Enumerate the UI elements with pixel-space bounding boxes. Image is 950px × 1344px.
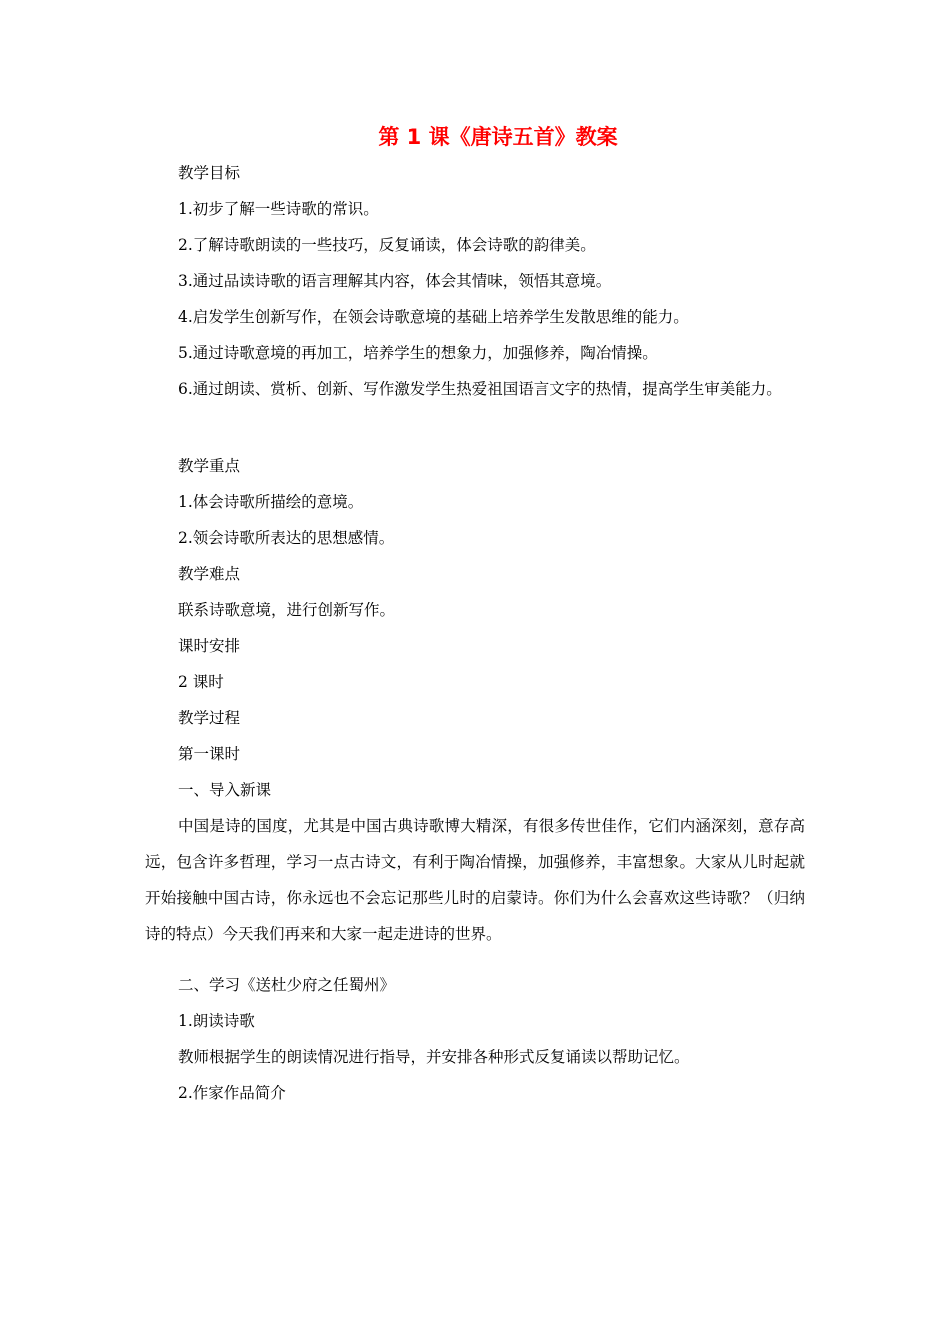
intro-paragraph: 中国是诗的国度，尤其是中国古典诗歌博大精深，有很多传世佳作，它们内涵深刻，意存高远，包含许多哲理，学习一点古诗文，有利于陶冶情操，加强修养，丰富想象。大家从儿时起就开始接触中国古诗，你永远也不会忘记那些儿时的启蒙诗。你们为什么会喜欢这些诗歌？（归纳诗的特点）今天我们再来和大家一起走进诗的世界。 bbox=[145, 817, 805, 943]
step-1: 1.朗读诗歌 bbox=[178, 1012, 255, 1030]
objective-5: 5.通过诗歌意境的再加工，培养学生的想象力，加强修养，陶冶情操。 bbox=[178, 344, 658, 362]
objective-2: 2.了解诗歌朗读的一些技巧，反复诵读，体会诗歌的韵律美。 bbox=[178, 236, 596, 254]
schedule-heading: 课时安排 bbox=[178, 637, 241, 655]
keypoint-1: 1.体会诗歌所描绘的意境。 bbox=[178, 493, 364, 511]
objective-3: 3.通过品读诗歌的语言理解其内容，体会其情味，领悟其意境。 bbox=[178, 272, 612, 290]
document-title: 第 1 课《唐诗五首》教案 bbox=[378, 125, 618, 149]
difficulty-text: 联系诗歌意境，进行创新写作。 bbox=[178, 601, 396, 619]
section-one: 一、导入新课 bbox=[178, 781, 272, 799]
lesson-one: 第一课时 bbox=[178, 745, 241, 763]
step-1-text: 教师根据学生的朗读情况进行指导，并安排各种形式反复诵读以帮助记忆。 bbox=[178, 1048, 690, 1066]
objective-4: 4.启发学生创新写作，在领会诗歌意境的基础上培养学生发散思维的能力。 bbox=[178, 308, 689, 326]
keypoint-2: 2.领会诗歌所表达的思想感情。 bbox=[178, 529, 395, 547]
objective-1: 1.初步了解一些诗歌的常识。 bbox=[178, 200, 379, 218]
keypoints-heading: 教学重点 bbox=[178, 457, 241, 475]
objective-6: 6.通过朗读、赏析、创新、写作激发学生热爱祖国语言文字的热情，提高学生审美能力。 bbox=[178, 380, 782, 398]
schedule-text: 2 课时 bbox=[178, 673, 224, 691]
section-two: 二、学习《送杜少府之任蜀州》 bbox=[178, 976, 396, 994]
difficulty-heading: 教学难点 bbox=[178, 565, 241, 583]
step-2: 2.作家作品简介 bbox=[178, 1084, 286, 1102]
objectives-heading: 教学目标 bbox=[178, 164, 241, 182]
process-heading: 教学过程 bbox=[178, 709, 241, 727]
